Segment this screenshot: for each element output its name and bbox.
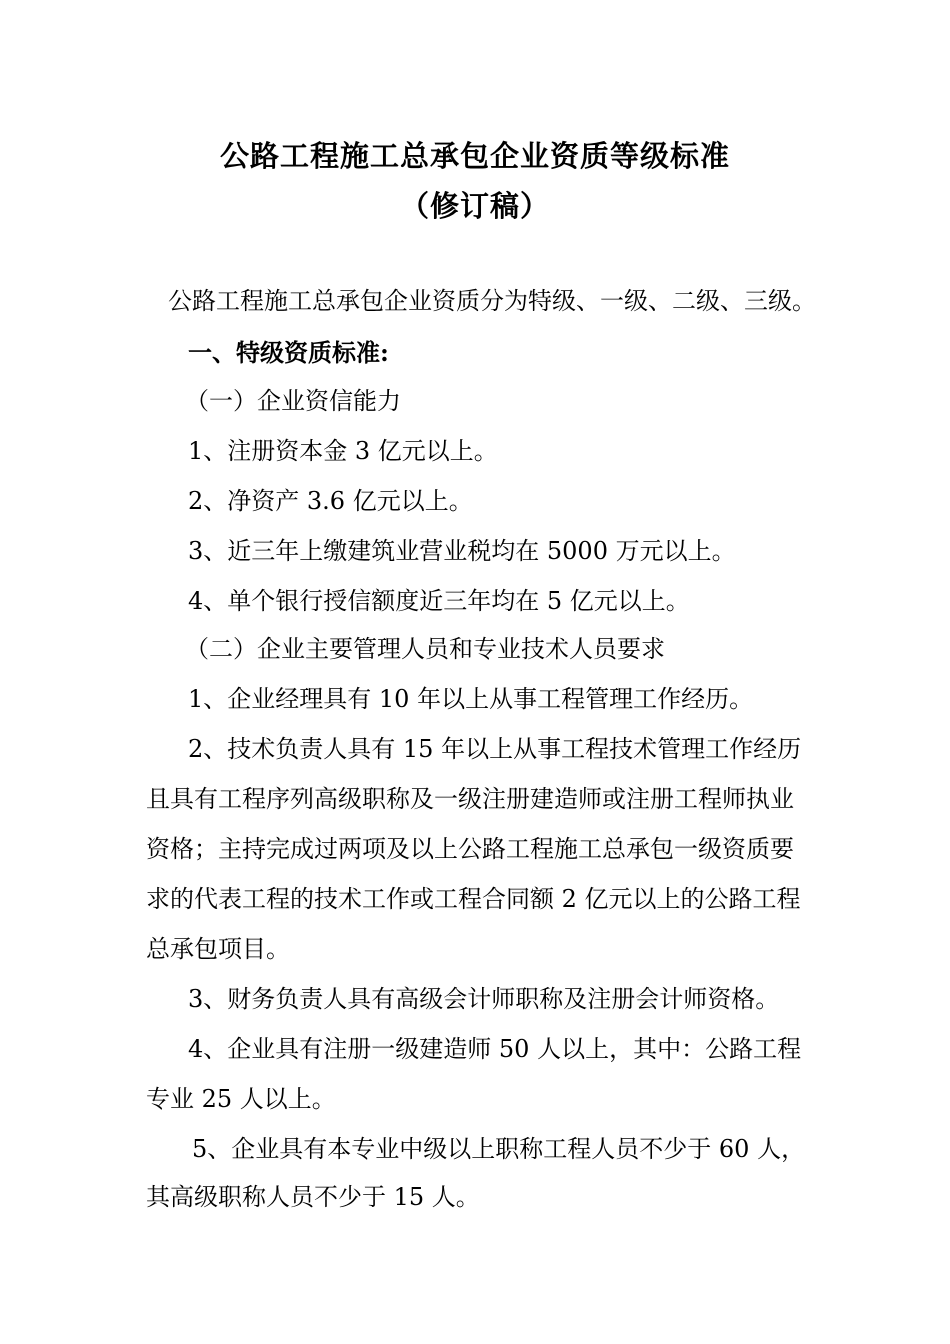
paragraph-line: 资格；主持完成过两项及以上公路工程施工总承包一级资质要	[146, 835, 794, 863]
paragraph-line: 2、技术负责人具有 15 年以上从事工程技术管理工作经历	[188, 735, 802, 763]
list-item: 3、财务负责人具有高级会计师职称及注册会计师资格。	[188, 985, 780, 1013]
paragraph-line: 专业 25 人以上。	[146, 1085, 336, 1113]
list-item: 2、净资产 3.6 亿元以上。	[188, 487, 473, 515]
section-heading-special-grade: 一、特级资质标准:	[188, 338, 389, 367]
document-subtitle: （修订稿）	[399, 189, 550, 223]
subsection-heading-personnel: （二）企业主要管理人员和专业技术人员要求	[185, 635, 665, 663]
paragraph-line: 总承包项目。	[146, 935, 290, 963]
paragraph-line: 求的代表工程的技术工作或工程合同额 2 亿元以上的公路工程	[146, 885, 801, 913]
subsection-heading-credit: （一）企业资信能力	[185, 387, 401, 415]
paragraph-line: 5、企业具有本专业中级以上职称工程人员不少于 60 人，	[192, 1135, 806, 1163]
list-item: 4、单个银行授信额度近三年均在 5 亿元以上。	[188, 587, 690, 615]
list-item: 3、近三年上缴建筑业营业税均在 5000 万元以上。	[188, 537, 736, 565]
paragraph-line: 4、企业具有注册一级建造师 50 人以上，其中：公路工程	[188, 1035, 802, 1063]
list-item: 1、注册资本金 3 亿元以上。	[188, 437, 498, 465]
list-item: 1、企业经理具有 10 年以上从事工程管理工作经历。	[188, 685, 754, 713]
paragraph-line: 其高级职称人员不少于 15 人。	[146, 1183, 480, 1211]
paragraph-line: 且具有工程序列高级职称及一级注册建造师或注册工程师执业	[146, 785, 794, 813]
document-title: 公路工程施工总承包企业资质等级标准	[219, 139, 730, 173]
intro-paragraph: 公路工程施工总承包企业资质分为特级、一级、二级、三级。	[168, 287, 816, 315]
